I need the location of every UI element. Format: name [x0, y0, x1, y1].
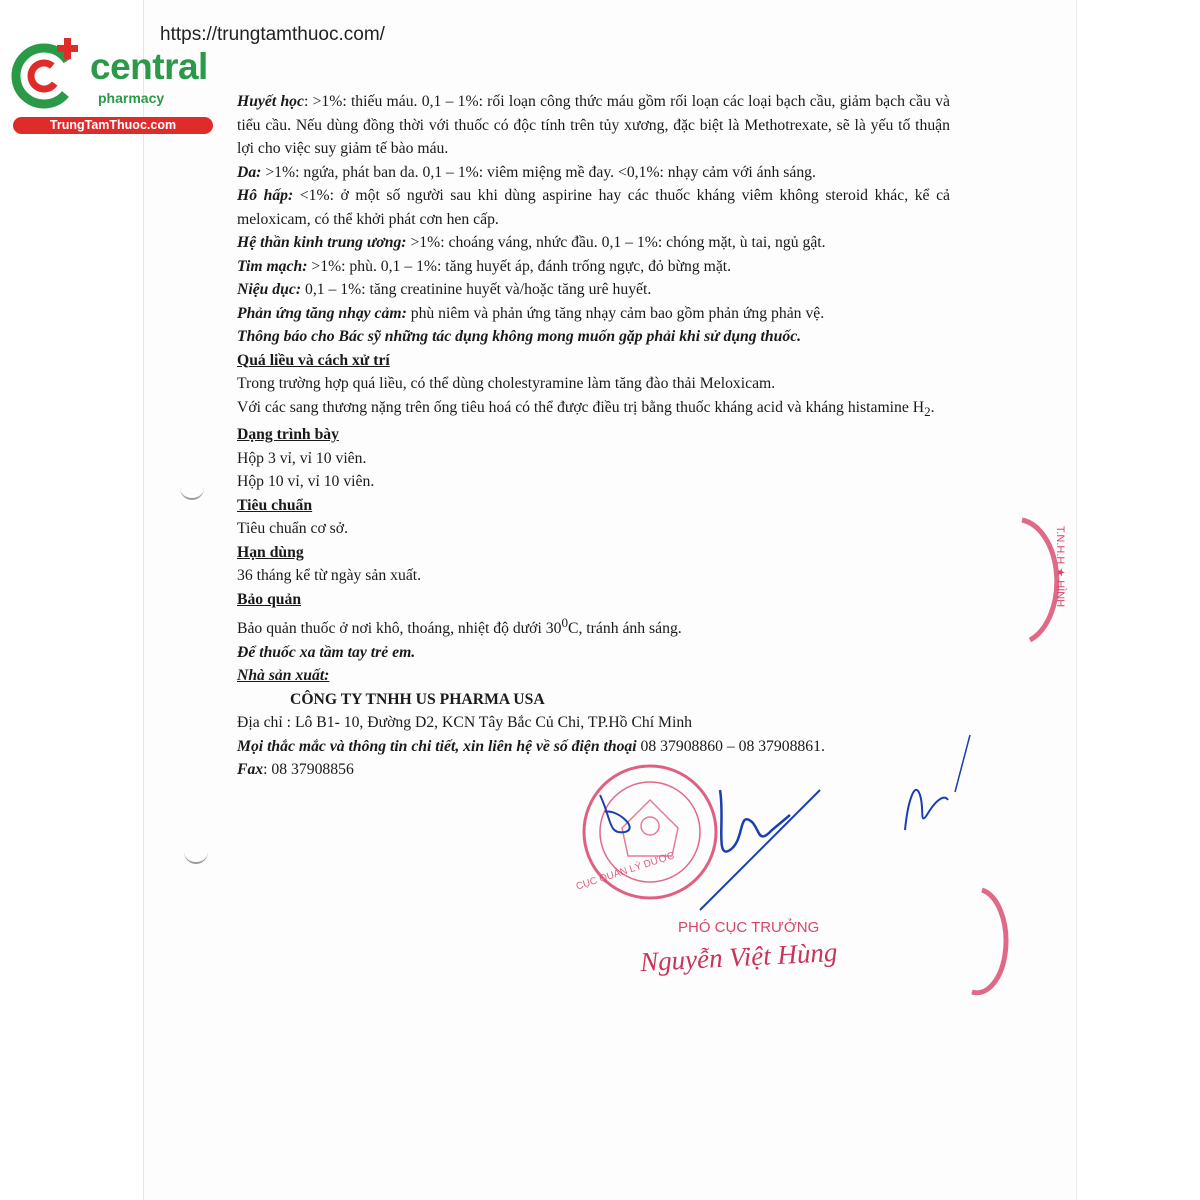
approval-title: PHÓ CỤC TRƯỞNG	[678, 919, 820, 936]
presentation-item: Hộp 10 vỉ, vỉ 10 viên.	[237, 473, 375, 491]
storage-heading: Bảo quản	[237, 590, 302, 608]
hypersensitivity-effects: Phản ứng tăng nhạy cảm: phù niêm và phản ứng tăng nhạy cảm bao gồm phản ứng phản vệ.	[237, 304, 825, 322]
logo-banner: TrungTamThuoc.com	[13, 117, 213, 134]
logo-mark-icon	[8, 38, 88, 118]
leaflet-body	[237, 90, 950, 782]
company-address: Địa chỉ : Lô B1- 10, Đường D2, KCN Tây Bắc Củ Chi, TP.Hồ Chí Minh	[237, 714, 693, 732]
side-stamp-text: T.N.H.H ★ HÌNH	[1054, 525, 1067, 608]
company-name: CÔNG TY TNHH US PHARMA USA	[290, 690, 545, 708]
logo-tagline: pharmacy	[98, 90, 165, 106]
cns-effects: Hệ thần kinh trung ương: >1%: choáng váng, nhức đầu. 0,1 – 1%: chóng mặt, ù tai, ngủ gật.	[237, 234, 826, 251]
seal-text: CỤC QUẢN LÝ DƯỢC	[574, 850, 676, 893]
blood-effects: Huyết học: >1%: thiếu máu. 0,1 – 1%: rối loạn công thức máu gồm rối loạn các loại bạch cầu, giảm bạch cầu và tiểu cầu. Nếu dùng đồng thời với thuốc có độc tính trên tủy xương, đặc biệt là Methotrexate, sẽ là yếu tố thuận lợi cho việc suy giảm tế bào máu.	[237, 93, 950, 157]
urogenital-effects: Niệu dục: 0,1 – 1%: tăng creatinine huyết và/hoặc tăng urê huyết.	[237, 281, 652, 298]
source-url[interactable]: https://trungtamthuoc.com/	[160, 24, 385, 45]
child-warning: Để thuốc xa tầm tay trẻ em.	[237, 643, 416, 661]
presentation-item: Hộp 3 vỉ, vỉ 10 viên.	[237, 449, 367, 467]
expiry-text: 36 tháng kể từ ngày sản xuất.	[237, 567, 422, 585]
overdose-heading: Quá liều và cách xử trí	[237, 351, 390, 369]
fax-line: Fax: 08 37908856	[237, 761, 354, 779]
presentation-heading: Dạng trình bày	[237, 426, 339, 444]
respiratory-effects: Hô hấp: <1%: ở một số người sau khi dùng aspirine hay các thuốc kháng viêm không steroid khác, kể cả meloxicam, có thể khởi phát cơn hen cấp.	[237, 187, 950, 228]
overdose-line-1: Trong trường hợp quá liều, có thể dùng cholestyramine làm tăng đào thải Meloxicam.	[237, 375, 776, 392]
cardio-effects: Tim mạch: >1%: phù. 0,1 – 1%: tăng huyết áp, đánh trống ngực, đỏ bừng mặt.	[237, 257, 732, 275]
expiry-heading: Hạn dùng	[237, 543, 304, 561]
logo-wordmark: central	[90, 46, 208, 87]
overdose-line-2: Với các sang thương nặng trên ống tiêu hoá có thể được điều trị bằng thuốc kháng acid và kháng histamine $H_2$.	[237, 398, 935, 419]
brand-logo[interactable]	[8, 38, 213, 138]
doctor-notice: Thông báo cho Bác sỹ những tác dụng không mong muốn gặp phải khi sử dụng thuốc.	[237, 328, 802, 345]
contact-line: Mọi thắc mắc và thông tin chi tiết, xin liên hệ về số điện thoại 08 37908860 – 08 37908861.	[237, 737, 825, 755]
standard-heading: Tiêu chuẩn	[237, 496, 313, 514]
manufacturer-heading: Nhà sản xuất:	[237, 667, 330, 685]
storage-text: Bảo quản thuốc ở nơi khô, thoáng, nhiệt độ dưới $30^0C$, tránh ánh sáng.	[237, 615, 682, 638]
signer-name: Nguyễn Việt Hùng	[639, 936, 839, 978]
skin-effects: Da: >1%: ngứa, phát ban da. 0,1 – 1%: viêm miệng mề đay. <0,1%: nhạy cảm với ánh sáng.	[237, 163, 816, 181]
standard-text: Tiêu chuẩn cơ sở.	[237, 520, 348, 538]
